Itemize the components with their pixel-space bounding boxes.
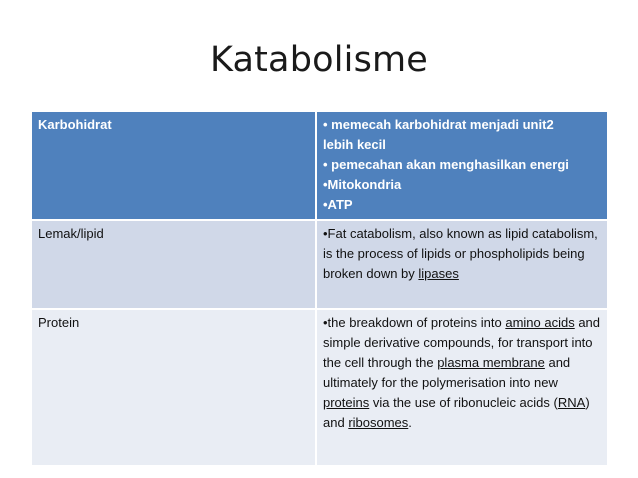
description-line: lebih kecil [323, 137, 386, 152]
description-text: •Fat catabolism, also known as lipid catabolism, is the process of lipids or phospholipids being broken down by [323, 226, 598, 281]
description-text: •the breakdown of proteins into [323, 315, 506, 330]
link-rna[interactable]: RNA [557, 395, 586, 410]
link-lipases[interactable]: lipases [418, 266, 459, 281]
description-text: and simple derivative compounds, for transport into the cell through the [323, 315, 601, 370]
table-row-lemak-lipid [32, 220, 607, 309]
description-cell [316, 309, 607, 465]
description-cell [316, 220, 607, 309]
catabolism-table [32, 112, 607, 465]
term-cell: Lemak/lipid [32, 220, 316, 309]
table-row-karbohidrat [32, 112, 607, 220]
description-cell [316, 112, 607, 220]
description-line: •ATP [323, 197, 353, 212]
term-cell: Karbohidrat [32, 112, 316, 220]
link-ribosomes[interactable]: ribosomes [348, 415, 409, 430]
description-line: • pemecahan akan menghasilkan energi [323, 157, 569, 172]
table-row-protein [32, 309, 607, 465]
term-cell: Protein [32, 309, 316, 465]
description-text: . [408, 415, 412, 430]
description-text: via the use of ribonucleic acids ( [369, 395, 558, 410]
slide-title: Katabolisme [209, 40, 429, 80]
link-amino-acids[interactable]: amino acids [505, 315, 575, 330]
description-line: • memecah karbohidrat menjadi unit2 [323, 117, 554, 132]
description-text: and ultimately for the polymerisation into new [323, 355, 571, 390]
link-proteins[interactable]: proteins [323, 395, 370, 410]
description-line: •Mitokondria [323, 177, 402, 192]
link-plasma-membrane[interactable]: plasma membrane [437, 355, 545, 370]
description-text: ) and [323, 395, 590, 430]
